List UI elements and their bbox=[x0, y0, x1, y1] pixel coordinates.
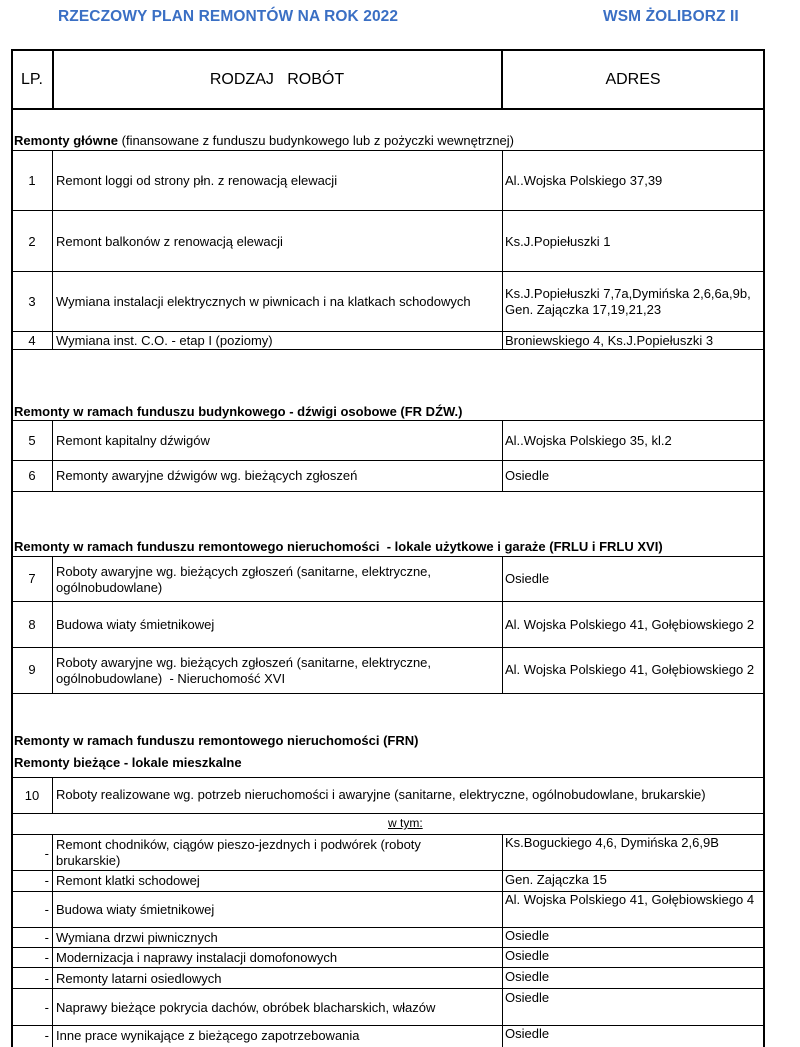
row-number: 4 bbox=[28, 333, 36, 348]
row-address: Osiedle bbox=[505, 969, 550, 984]
row-address: Gen. Zajączka 15 bbox=[505, 872, 607, 887]
row-work: Wymiana inst. C.O. - etap I (poziomy) bbox=[56, 333, 273, 348]
row-dash: - bbox=[44, 950, 49, 965]
row-number: 8 bbox=[28, 617, 36, 632]
row-work: Roboty awaryjne wg. bieżących zgłoszeń (sanitarne, elektryczne, bbox=[56, 655, 432, 670]
row-address: Ks.J.Popiełuszki 7,7a,Dymińska 2,6,6a,9b, bbox=[505, 286, 751, 301]
row-work: Budowa wiaty śmietnikowej bbox=[56, 902, 215, 917]
row-work: Wymiana instalacji elektrycznych w piwnicach i na klatkach schodowych bbox=[56, 294, 471, 309]
section-heading-commercial: Remonty w ramach funduszu remontowego nieruchomości - lokale użytkowe i garaże (FRLU i FRLU XVI) bbox=[14, 539, 663, 554]
row-address: Osiedle bbox=[505, 1026, 550, 1041]
row-work-line2: brukarskie) bbox=[56, 853, 121, 868]
row-work: Remont chodników, ciągów pieszo-jezdnych i podwórek (roboty bbox=[56, 837, 421, 852]
row-address: Ks.Boguckiego 4,6, Dymińska 2,6,9B bbox=[505, 835, 719, 850]
row-work: Remont loggi od strony płn. z renowacją elewacji bbox=[56, 173, 338, 188]
row-dash: - bbox=[44, 971, 49, 986]
row-work: Remont balkonów z renowacją elewacji bbox=[56, 234, 283, 249]
row-dash: - bbox=[44, 1028, 49, 1043]
row-work-line2: ogólnobudowlane) bbox=[56, 580, 163, 595]
row-number: 1 bbox=[28, 173, 36, 188]
row-address: Osiedle bbox=[505, 948, 550, 963]
row-work: Remonty awaryjne dźwigów wg. bieżących zgłoszeń bbox=[56, 468, 358, 483]
row-number: 10 bbox=[24, 788, 40, 803]
row-work: Naprawy bieżące pokrycia dachów, obróbek blacharskich, włazów bbox=[56, 1000, 436, 1015]
row-work: Inne prace wynikające z bieżącego zapotrzebowania bbox=[56, 1028, 360, 1043]
section-heading-note: (finansowane z funduszu budynkowego lub z pożyczki wewnętrznej) bbox=[118, 133, 515, 148]
row-address: Broniewskiego 4, Ks.J.Popiełuszki 3 bbox=[505, 333, 714, 348]
section-heading-main-repairs bbox=[14, 133, 514, 148]
row-address: Al. Wojska Polskiego 41, Gołębiowskiego 4 bbox=[505, 892, 755, 907]
row-dash: - bbox=[44, 873, 49, 888]
row-address: Osiedle bbox=[505, 990, 550, 1005]
row-work: Wymiana drzwi piwnicznych bbox=[56, 930, 218, 945]
document-title: RZECZOWY PLAN REMONTÓW NA ROK 2022 bbox=[58, 8, 399, 25]
row-work: Budowa wiaty śmietnikowej bbox=[56, 617, 215, 632]
row-work: Roboty awaryjne wg. bieżących zgłoszeń (sanitarne, elektryczne, bbox=[56, 564, 432, 579]
row-address: Al. Wojska Polskiego 41, Gołębiowskiego 2 bbox=[505, 617, 755, 632]
row-number: 2 bbox=[28, 234, 36, 249]
row-number: 6 bbox=[28, 468, 36, 483]
section-heading-elevators: Remonty w ramach funduszu budynkowego - dźwigi osobowe (FR DŹW.) bbox=[14, 404, 463, 419]
organization-name: WSM ŻOLIBORZ II bbox=[603, 8, 739, 25]
row-address: Al. Wojska Polskiego 41, Gołębiowskiego 2 bbox=[505, 662, 755, 677]
row-address: Osiedle bbox=[505, 468, 550, 483]
row-address: Ks.J.Popiełuszki 1 bbox=[505, 234, 611, 249]
row-address: Al..Wojska Polskiego 37,39 bbox=[505, 173, 663, 188]
row-number: 9 bbox=[28, 662, 36, 677]
row-work: Roboty realizowane wg. potrzeb nieruchomości i awaryjne (sanitarne, elektryczne, ogólnobudowlane, brukarskie) bbox=[56, 787, 706, 802]
row-dash: - bbox=[44, 1000, 49, 1015]
row-number: 7 bbox=[28, 571, 36, 586]
column-header-address: ADRES bbox=[605, 71, 661, 88]
row-dash: - bbox=[44, 846, 49, 861]
row-work: Remonty latarni osiedlowych bbox=[56, 971, 222, 986]
row-dash: - bbox=[44, 902, 49, 917]
subheading-including: w tym: bbox=[388, 816, 423, 830]
row-address: Osiedle bbox=[505, 928, 550, 943]
row-number: 5 bbox=[28, 433, 36, 448]
row-work-line2: ogólnobudowlane) - Nieruchomość XVI bbox=[56, 671, 286, 686]
row-address: Osiedle bbox=[505, 571, 550, 586]
row-work: Remont klatki schodowej bbox=[56, 873, 200, 888]
row-address: Al..Wojska Polskiego 35, kl.2 bbox=[505, 433, 672, 448]
row-work: Remont kapitalny dźwigów bbox=[56, 433, 210, 448]
row-work: Modernizacja i naprawy instalacji domofonowych bbox=[56, 950, 338, 965]
section-heading-residential: Remonty bieżące - lokale mieszkalne bbox=[14, 755, 242, 770]
section-heading-frn: Remonty w ramach funduszu remontowego nieruchomości (FRN) bbox=[14, 733, 419, 748]
column-header-lp: LP. bbox=[21, 71, 43, 88]
column-header-work: RODZAJ ROBÓT bbox=[209, 71, 345, 88]
row-address-line2: Gen. Zajączka 17,19,21,23 bbox=[505, 302, 662, 317]
section-heading-bold: Remonty główne bbox=[14, 133, 119, 148]
row-number: 3 bbox=[28, 294, 36, 309]
row-dash: - bbox=[44, 930, 49, 945]
